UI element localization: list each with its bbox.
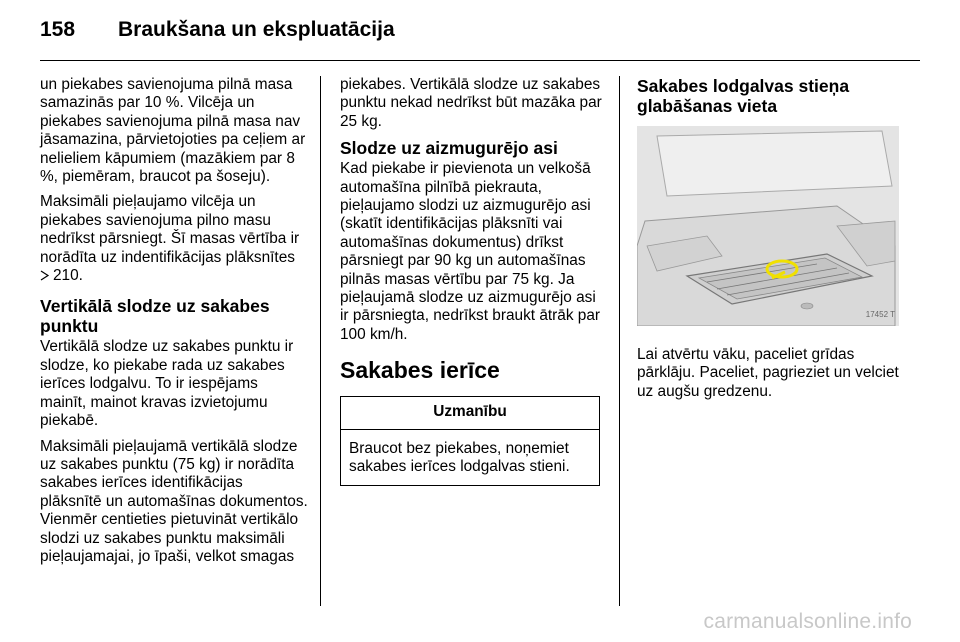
chapter-title: Braukšana un ekspluatācija [118,18,395,41]
paragraph: Maksimāli pieļaujamā vertikālā slodze uz sakabes punktu (75 kg) ir norādīta sakabes ierīces identifikācijas plāksnītē un automašīnas dokumentos. Vienmēr centieties pietuvināt vertikālo slodzi uz sakabes punktu maksimāli pieļaujamajai, jo īpaši, velkot smagas [40,437,308,565]
paragraph-text: Maksimāli pieļaujamo vilcēja un piekabes savienojuma pilno masu nedrīkst pārsniegt. Šī masas vērtība ir norādīta uz indentifikācijas plāksnītes [40,193,300,266]
warning-title: Uzmanību [341,397,599,429]
column-divider [320,76,321,606]
page-reference-link[interactable]: 210. [53,267,83,285]
section-heading: Sakabes lodgalvas stieņa glabāšanas vieta [637,76,850,116]
watermark: carmanualsonline.info [703,610,912,633]
column-divider [619,76,620,606]
paragraph: Vertikālā slodze uz sakabes punktu ir slodze, ko piekabe rada uz sakabes ierīces lodgalvu. To ir iespējams mainīt, mainot kravas izvietojumu piekabē. [40,338,294,430]
column-2 [340,76,605,486]
paragraph: piekabes. Vertikālā slodze uz sakabes punktu nekad nedrīkst būt mazāka par 25 kg. [340,76,602,130]
header-divider [40,60,920,61]
section-heading: Slodze uz aizmugurējo asi [340,138,558,159]
column-1 [40,76,308,573]
arrow-reference-icon [40,268,50,286]
paragraph: un piekabes savienojuma pilnā masa samazinās par 10 %. Vilcēja un piekabes savienojuma pilnā masa nav jāsamazina, pārvietojoties pa ceļiem ar nelieliem kāpumiem (mazākiem par 8 %, piemēram, braucot pa šoseju). [40,76,306,186]
main-heading: Sakabes ierīce [340,357,500,384]
image-code: 17452 T [865,309,895,319]
column-3 [637,76,912,408]
paragraph: Kad piekabe ir pievienota un velkošā automašīna pilnībā piekrauta, pieļaujamo slodzi uz aizmugurējo asi (skatīt identifikācijas plāksnīti vai automašīnas dokumentus) drīkst pārsniegt par 90 kg un automašīnas pilnās masas vērtību par 75 kg. Ja pieļaujamā slodze uz aizmugurējo asi ir pārsniegta, nedrīkst braukt ātrāk par 100 km/h. [340,160,601,343]
trunk-floor-drawing [637,126,899,326]
section-heading: Vertikālā slodze uz sakabes punktu [40,296,270,337]
page-header [40,14,920,50]
paragraph [40,193,308,286]
warning-box [340,396,600,485]
warning-body: Braucot bez piekabes, noņemiet sakabes ierīces lodgalvas stieni. [349,439,570,476]
page-number: 158 [40,18,76,41]
paragraph: Lai atvērtu vāku, paceliet grīdas pārklāju. Paceliet, pagrieziet un velciet uz augšu gredzenu. [637,346,899,400]
storage-illustration [637,126,899,326]
